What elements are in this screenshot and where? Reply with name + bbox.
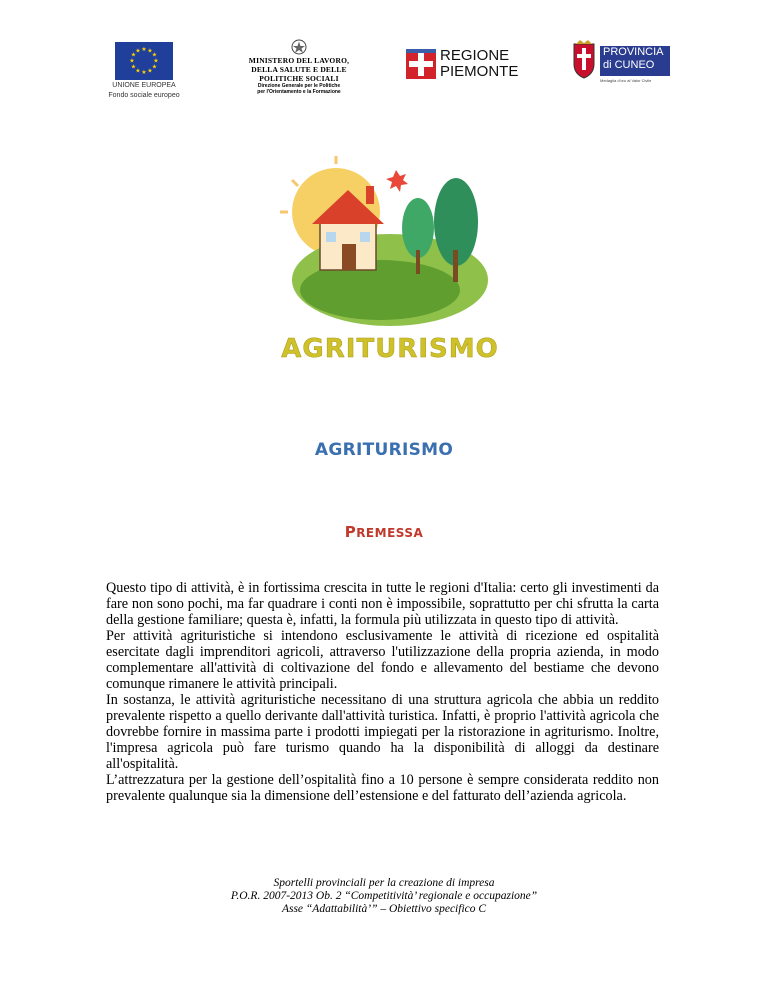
body-text [106,580,659,804]
eu-flag-icon [115,42,173,80]
svg-text:★: ★ [129,57,135,65]
ministero-line1: MINISTERO DEL LAVORO, [248,56,350,65]
svg-text:★: ★ [135,47,141,55]
page-title: AGRITURISMO [314,440,454,460]
piemonte-cross-icon [406,49,436,79]
illustration-word: AGRITURISMO [281,334,499,364]
section-heading-rest: REMESSA [356,526,424,540]
provincia-subtext: Medaglia d'oro al Valor Civile [600,78,652,83]
svg-text:★: ★ [130,51,137,59]
provincia-line2: di CUNEO [603,59,655,71]
svg-text:★: ★ [135,67,141,75]
paragraph-2: Per attività agrituristiche si intendono esclusivamente le attività di ricezione ed ospitalità esercitate dagli imprenditori agricoli, attraverso l'utilizzazione della propria azienda, in modo complementare all'attività di coltivazione del fondo e allevamento del bestiame che devono comunque rimanere le attività principali. [106,628,659,692]
eu-logo [106,42,182,100]
eu-line2: Fondo sociale europeo [108,92,180,99]
agriturismo-illustration [270,150,510,370]
regione-piemonte-logo [406,48,518,82]
regione-line2: PIEMONTE [440,63,519,80]
section-heading [0,523,768,541]
ministero-line3: Direzione Generale per le Politiche [257,83,341,89]
ministero-logo [232,38,366,95]
regione-line1: REGIONE [440,47,510,64]
svg-text:★: ★ [147,47,153,55]
svg-text:★: ★ [151,51,158,59]
provincia-line1: PROVINCIA [603,46,664,58]
paragraph-3: In sostanza, le attività agrituristiche necessitano di una struttura agricola che abbia un reddito prevalente rispetto a quello derivante dall'attività turistica. Infatti, è proprio l'attività agricola che dovrebbe fornire in massima parte i prodotti impiegati per la ristorazione in agriturismo. Inoltre, l'impresa agricola può fare turismo quando ha la disponibilità di alloggi da destinare all'ospitalità. [106,692,659,772]
cuneo-coat-of-arms-icon [570,40,598,80]
svg-text:★: ★ [141,69,147,76]
footer-line2: P.O.R. 2007-2013 Ob. 2 “Competitività’ regionale e occupazione” [230,890,538,902]
provincia-cuneo-logo [568,40,672,88]
footer-line3: Asse “Adattabilità’” – Obiettivo specifico C [281,903,487,915]
header-logos [0,38,768,98]
svg-text:★: ★ [153,57,159,65]
ministero-line2: DELLA SALUTE E DELLE POLITICHE SOCIALI [251,65,347,83]
italian-emblem-icon [288,38,310,56]
paragraph-4: L’attrezzatura per la gestione dell’ospitalità fino a 10 persone è sempre considerata reddito non prevalente qualunque sia la dimensione dell’estensione e del fatturato dell’azienda agricola. [106,772,659,804]
svg-text:★: ★ [151,63,158,71]
page-footer [0,877,768,916]
svg-text:★: ★ [147,67,153,75]
eu-line1: UNIONE EUROPEA [112,82,176,89]
paragraph-1: Questo tipo di attività, è in fortissima crescita in tutte le regioni d'Italia: certo gli investimenti da fare non sono pochi, ma far quadrare i conti non è impossibile, soprattutto per chi sfrutta la carta della gestione familiare; questa è, infatti, la formula più utilizzata in questo tipo di attività. [106,580,659,628]
section-heading-initial: P [344,523,357,541]
ministero-line4: per l'Orientamento e la Formazione [257,89,341,95]
footer-line1: Sportelli provinciali per la creazione di impresa [273,877,495,889]
svg-text:★: ★ [130,63,137,71]
svg-text:★: ★ [141,46,147,53]
